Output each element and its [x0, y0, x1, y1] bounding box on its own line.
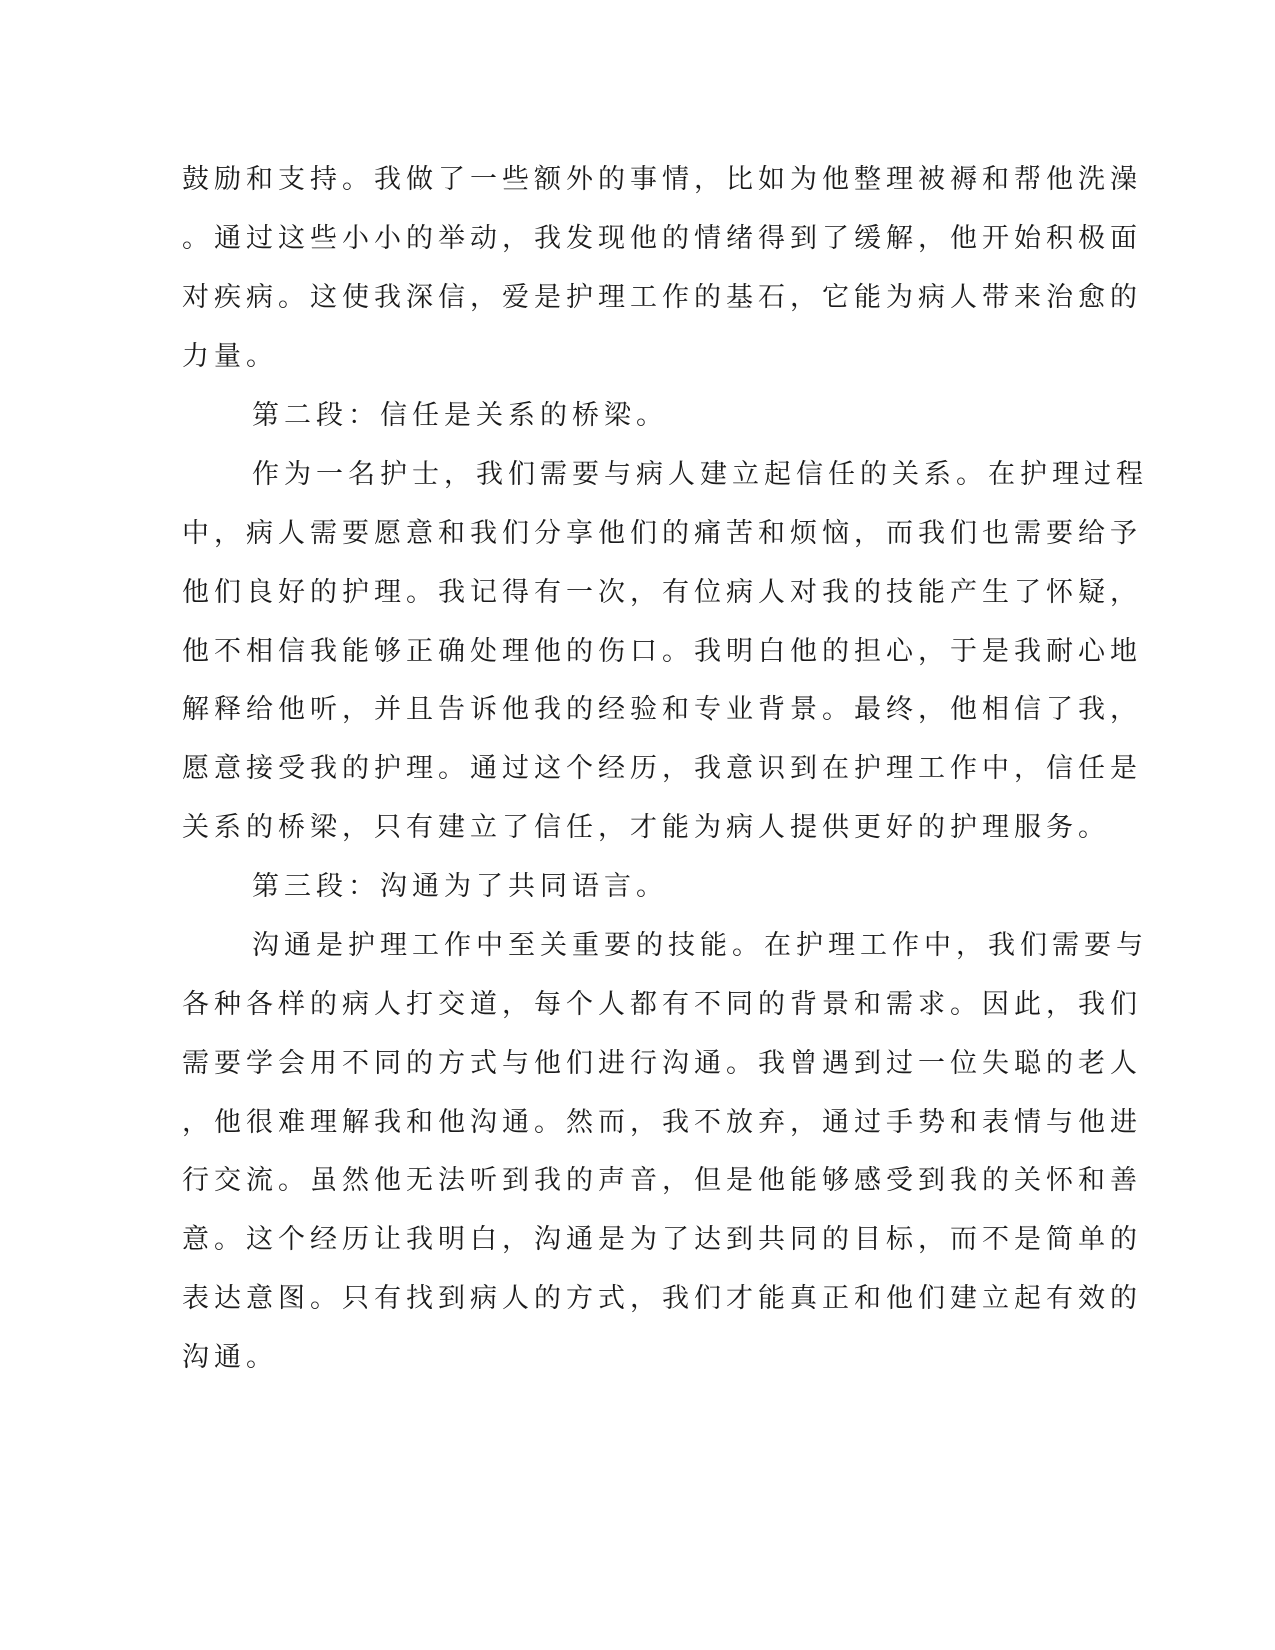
text-line: ，他很难理解我和他沟通。然而，我不放弃，通过手势和表情与他进 [182, 1107, 1142, 1138]
text-line: 鼓励和支持。我做了一些额外的事情，比如为他整理被褥和帮他洗澡 [182, 164, 1142, 195]
text-line: 各种各样的病人打交道，每个人都有不同的背景和需求。因此，我们 [182, 989, 1142, 1020]
text-line: 需要学会用不同的方式与他们进行沟通。我曾遇到过一位失聪的老人 [182, 1048, 1142, 1079]
text-line: 解释给他听，并且告诉他我的经验和专业背景。最终，他相信了我， [182, 694, 1142, 725]
text-line: 行交流。虽然他无法听到我的声音，但是他能够感受到我的关怀和善 [182, 1165, 1142, 1196]
text-line: 沟通是护理工作中至关重要的技能。在护理工作中，我们需要与 [252, 930, 1148, 961]
text-line: 力量。 [182, 341, 278, 372]
text-line: 。通过这些小小的举动，我发现他的情绪得到了缓解，他开始积极面 [182, 223, 1142, 254]
text-line: 他不相信我能够正确处理他的伤口。我明白他的担心，于是我耐心地 [182, 636, 1142, 667]
text-line: 沟通。 [182, 1342, 278, 1373]
text-line: 中，病人需要愿意和我们分享他们的痛苦和烦恼，而我们也需要给予 [182, 518, 1142, 549]
text-line: 他们良好的护理。我记得有一次，有位病人对我的技能产生了怀疑， [182, 577, 1142, 608]
text-line: 表达意图。只有找到病人的方式，我们才能真正和他们建立起有效的 [182, 1283, 1142, 1314]
text-line: 愿意接受我的护理。通过这个经历，我意识到在护理工作中，信任是 [182, 753, 1142, 784]
section-heading-3: 第三段：沟通为了共同语言。 [252, 871, 668, 902]
text-line: 对疾病。这使我深信，爱是护理工作的基石，它能为病人带来治愈的 [182, 282, 1142, 313]
text-line: 关系的桥梁，只有建立了信任，才能为病人提供更好的护理服务。 [182, 812, 1110, 843]
text-line: 意。这个经历让我明白，沟通是为了达到共同的目标，而不是简单的 [182, 1224, 1142, 1255]
section-heading-2: 第二段：信任是关系的桥梁。 [252, 400, 668, 431]
text-line: 作为一名护士，我们需要与病人建立起信任的关系。在护理过程 [252, 459, 1148, 490]
